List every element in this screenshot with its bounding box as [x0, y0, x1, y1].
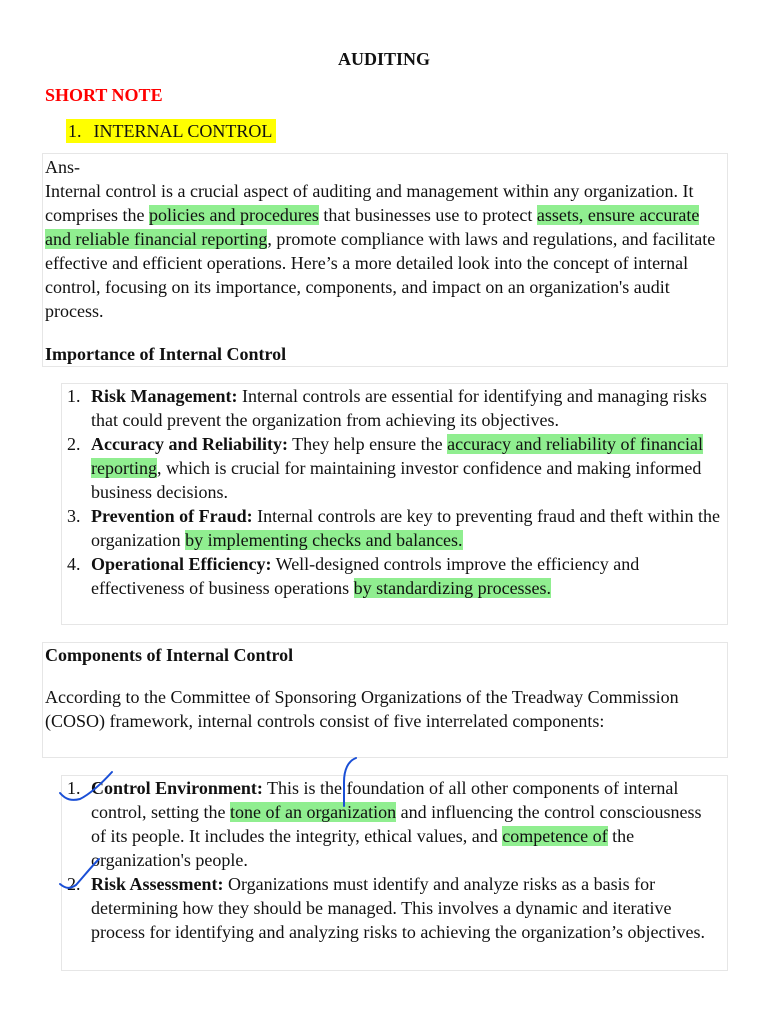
document-title: AUDITING [337, 49, 430, 69]
item-term: Operational Efficiency: [91, 554, 272, 574]
list-item [67, 384, 721, 432]
list-item [67, 552, 721, 600]
intro-highlight-2: assets, ensure accurate and reliable financial reporting [45, 205, 700, 249]
list-item [67, 872, 721, 944]
item-term: Control Environment: [91, 778, 263, 798]
components-list [67, 776, 721, 944]
item-number: 1. [67, 386, 81, 406]
item-highlight: by implementing checks and balances. [185, 530, 463, 550]
item-term: Risk Assessment: [91, 874, 224, 894]
list-item [67, 776, 721, 872]
intro-paragraph [45, 179, 725, 323]
coso-paragraph: According to the Committee of Sponsoring Organizations of the Treadway Commission (COSO) framework, internal controls consist of five interrelated components: [45, 687, 679, 731]
item-text: the organization's people. [91, 826, 635, 870]
item-number: 1. [67, 778, 81, 798]
importance-heading: Importance of Internal Control [45, 344, 287, 364]
intro-text-1: Internal control is a crucial aspect of auditing and management within any organization. It comprises the [45, 181, 694, 225]
section-label: INTERNAL CONTROL [93, 121, 273, 141]
item-number: 3. [67, 506, 81, 526]
item-text: Internal controls are key to preventing fraud and theft within the organization [91, 506, 720, 550]
intro-text-2: that businesses use to protect [318, 205, 537, 225]
item-text: Internal controls are essential for identifying and managing risks that could prevent the organization from achieving its objectives. [91, 386, 707, 430]
ans-label: Ans- [45, 157, 80, 177]
list-item [67, 504, 721, 552]
importance-list [67, 384, 721, 600]
item-number: 2. [67, 434, 81, 454]
item-highlight: competence of [502, 826, 608, 846]
section-number: 1. [68, 121, 82, 141]
item-highlight: by standardizing processes. [353, 578, 552, 598]
intro-highlight-1: policies and procedures [148, 205, 319, 225]
item-text: Organizations must identify and analyze risks as a basis for determining how they should be managed. This involves a dynamic and iterative process for identifying and analyzing risks to achieving the organization’s objectives. [91, 874, 706, 942]
item-text: This is the foundation of all other components of internal control, setting the [91, 778, 679, 822]
item-term: Risk Management: [91, 386, 238, 406]
list-item [67, 432, 721, 504]
item-highlight: tone of an organization [229, 802, 397, 822]
components-heading: Components of Internal Control [45, 645, 294, 665]
item-term: Accuracy and Reliability: [91, 434, 288, 454]
short-note-heading: SHORT NOTE [45, 85, 163, 105]
item-number: 4. [67, 554, 81, 574]
item-highlight: accuracy and reliability of financial reporting [91, 434, 703, 478]
item-text: Well-designed controls improve the efficiency and effectiveness of business operations [91, 554, 640, 598]
item-text: , which is crucial for maintaining investor confidence and making informed business decisions. [91, 458, 702, 502]
item-text: and influencing the control consciousness of its people. It includes the integrity, ethical values, and [91, 802, 702, 846]
intro-text-3: , promote compliance with laws and regulations, and facilitate effective and efficient operations. Here’s a more detailed look into the concept of internal control, focusing on its importance, components, and impact on an organization's audit process. [45, 229, 716, 321]
section-heading [66, 119, 276, 143]
item-term: Prevention of Fraud: [91, 506, 253, 526]
item-number: 2. [67, 874, 81, 894]
item-text: They help ensure the [287, 434, 448, 454]
